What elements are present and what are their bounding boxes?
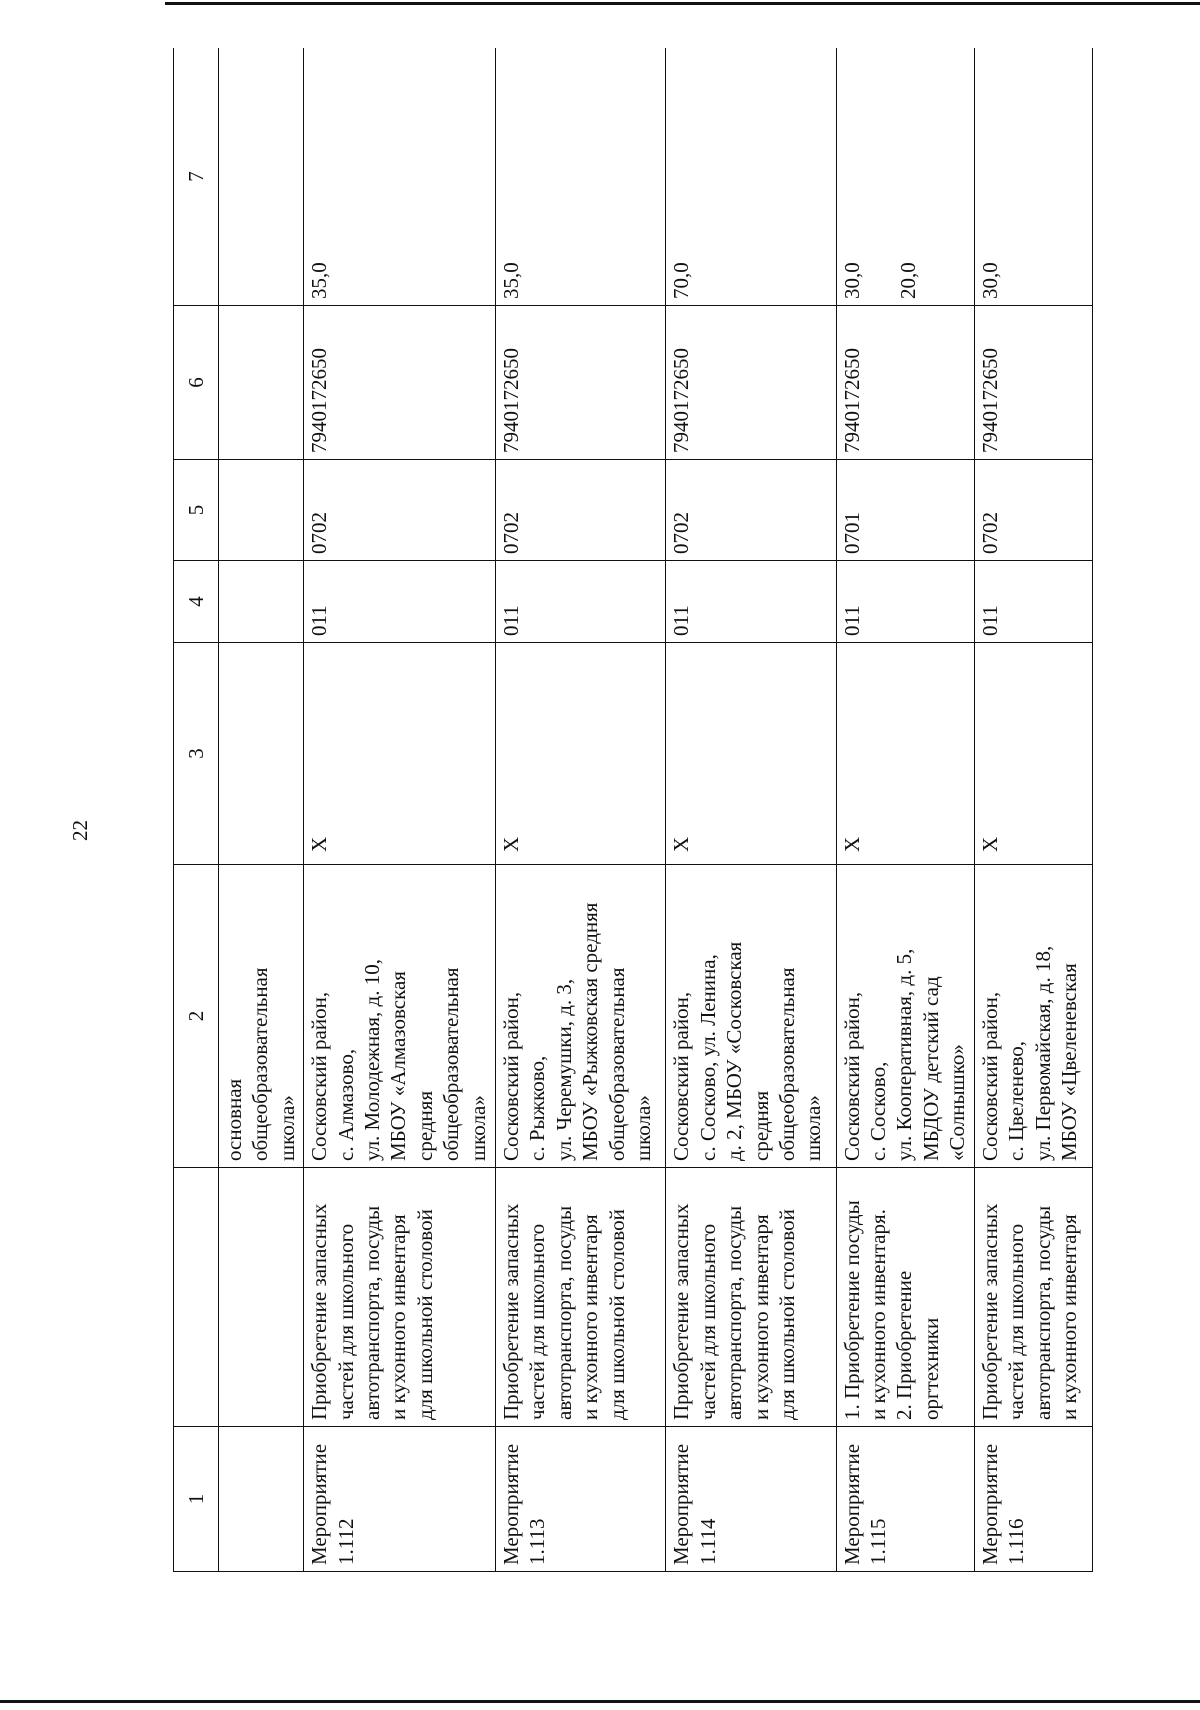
rotated-table-container — [173, 48, 1093, 1572]
budget-table — [173, 48, 1093, 1572]
col6-code: 7940172650 — [666, 306, 836, 460]
col5-code: 0702 — [304, 460, 496, 561]
event-description — [219, 1168, 304, 1427]
col6-code: 7940172650 — [304, 306, 496, 460]
col3-mark: Х — [495, 643, 665, 865]
scan-edge-top — [165, 2, 1200, 5]
event-id — [219, 1427, 304, 1572]
col3-mark: Х — [974, 643, 1092, 865]
col3-mark: Х — [304, 643, 496, 865]
event-address: Сосковский район, с. Рыжково, ул. Черемушки, д. 3, МБОУ «Рыжковская средняя общеобразовательная школа» — [495, 865, 665, 1168]
col3-mark — [219, 643, 304, 865]
event-id: Мероприятие 1.115 — [836, 1427, 974, 1572]
col7-amount: 30,0 — [974, 48, 1092, 306]
table-row — [219, 48, 304, 1572]
col4-code — [219, 561, 304, 643]
event-id: Мероприятие 1.113 — [495, 1427, 665, 1572]
col4-code: 011 — [666, 561, 836, 643]
header-col-5: 5 — [174, 460, 219, 561]
table-row — [974, 48, 1092, 1572]
header-col-1b — [174, 1168, 219, 1427]
table-row — [304, 48, 496, 1572]
event-address: Сосковский район, с. Цвеленево, ул. Первомайская, д. 18, МБОУ «Цвеленевская — [974, 865, 1092, 1168]
table-row — [836, 48, 974, 1572]
scan-edge-bottom — [0, 1700, 1200, 1703]
event-description: Приобретение запасных частей для школьного автотранспорта, посуды и кухонного инвентаря для школьной столовой — [666, 1168, 836, 1427]
col4-code: 011 — [495, 561, 665, 643]
header-col-7: 7 — [174, 48, 219, 306]
event-address: основная общеобразовательная школа» — [219, 865, 304, 1168]
col7-amount: 35,0 — [495, 48, 665, 306]
table-row — [495, 48, 665, 1572]
col4-code: 011 — [974, 561, 1092, 643]
col5-code: 0701 — [836, 460, 974, 561]
col3-mark: Х — [666, 643, 836, 865]
header-row — [174, 48, 219, 1572]
event-address: Сосковский район, с. Сосково, ул. Ленина, д. 2, МБОУ «Сосковская средняя общеобразовательная школа» — [666, 865, 836, 1168]
event-description: Приобретение запасных частей для школьного автотранспорта, посуды и кухонного инвентаря для школьной столовой — [495, 1168, 665, 1427]
col7-amount: 30,0 — [839, 262, 864, 299]
col4-code: 011 — [836, 561, 974, 643]
event-id: Мероприятие 1.114 — [666, 1427, 836, 1572]
page-number: 22 — [68, 820, 92, 841]
event-description: Приобретение запасных частей для школьного автотранспорта, посуды и кухонного инвентаря для школьной столовой — [304, 1168, 496, 1427]
event-id: Мероприятие 1.112 — [304, 1427, 496, 1572]
col7-amount: 70,0 — [666, 48, 836, 306]
col5-code: 0702 — [974, 460, 1092, 561]
col6-code: 7940172650 — [974, 306, 1092, 460]
event-address: Сосковский район, с. Сосково, ул. Кооперативная, д. 5, МБДОУ детский сад «Солнышко» — [836, 865, 974, 1168]
event-address: Сосковский район, с. Алмазово, ул. Молодежная, д. 10, МБОУ «Алмазовская средняя общеобразовательная школа» — [304, 865, 496, 1168]
col5-code: 0702 — [495, 460, 665, 561]
col6-code: 7940172650 — [495, 306, 665, 460]
col7-amount-second: 20,0 — [896, 262, 921, 299]
col5-code — [219, 460, 304, 561]
col5-code: 0702 — [666, 460, 836, 561]
header-col-2: 2 — [174, 865, 219, 1168]
header-col-3: 3 — [174, 643, 219, 865]
header-col-4: 4 — [174, 561, 219, 643]
col7-amount: 35,0 — [304, 48, 496, 306]
col3-mark: Х — [836, 643, 974, 865]
col6-code: 7940172650 — [836, 306, 974, 460]
col7-amounts — [836, 48, 974, 306]
header-col-6: 6 — [174, 306, 219, 460]
col4-code: 011 — [304, 561, 496, 643]
col6-code — [219, 306, 304, 460]
table-row — [666, 48, 836, 1572]
event-id: Мероприятие 1.116 — [974, 1427, 1092, 1572]
event-description: 1. Приобретение посуды и кухонного инвентаря. 2. Приобретение оргтехники — [836, 1168, 974, 1427]
col7-amount — [219, 48, 304, 306]
header-col-1: 1 — [174, 1427, 219, 1572]
event-description: Приобретение запасных частей для школьного автотранспорта, посуды и кухонного инвентаря — [974, 1168, 1092, 1427]
